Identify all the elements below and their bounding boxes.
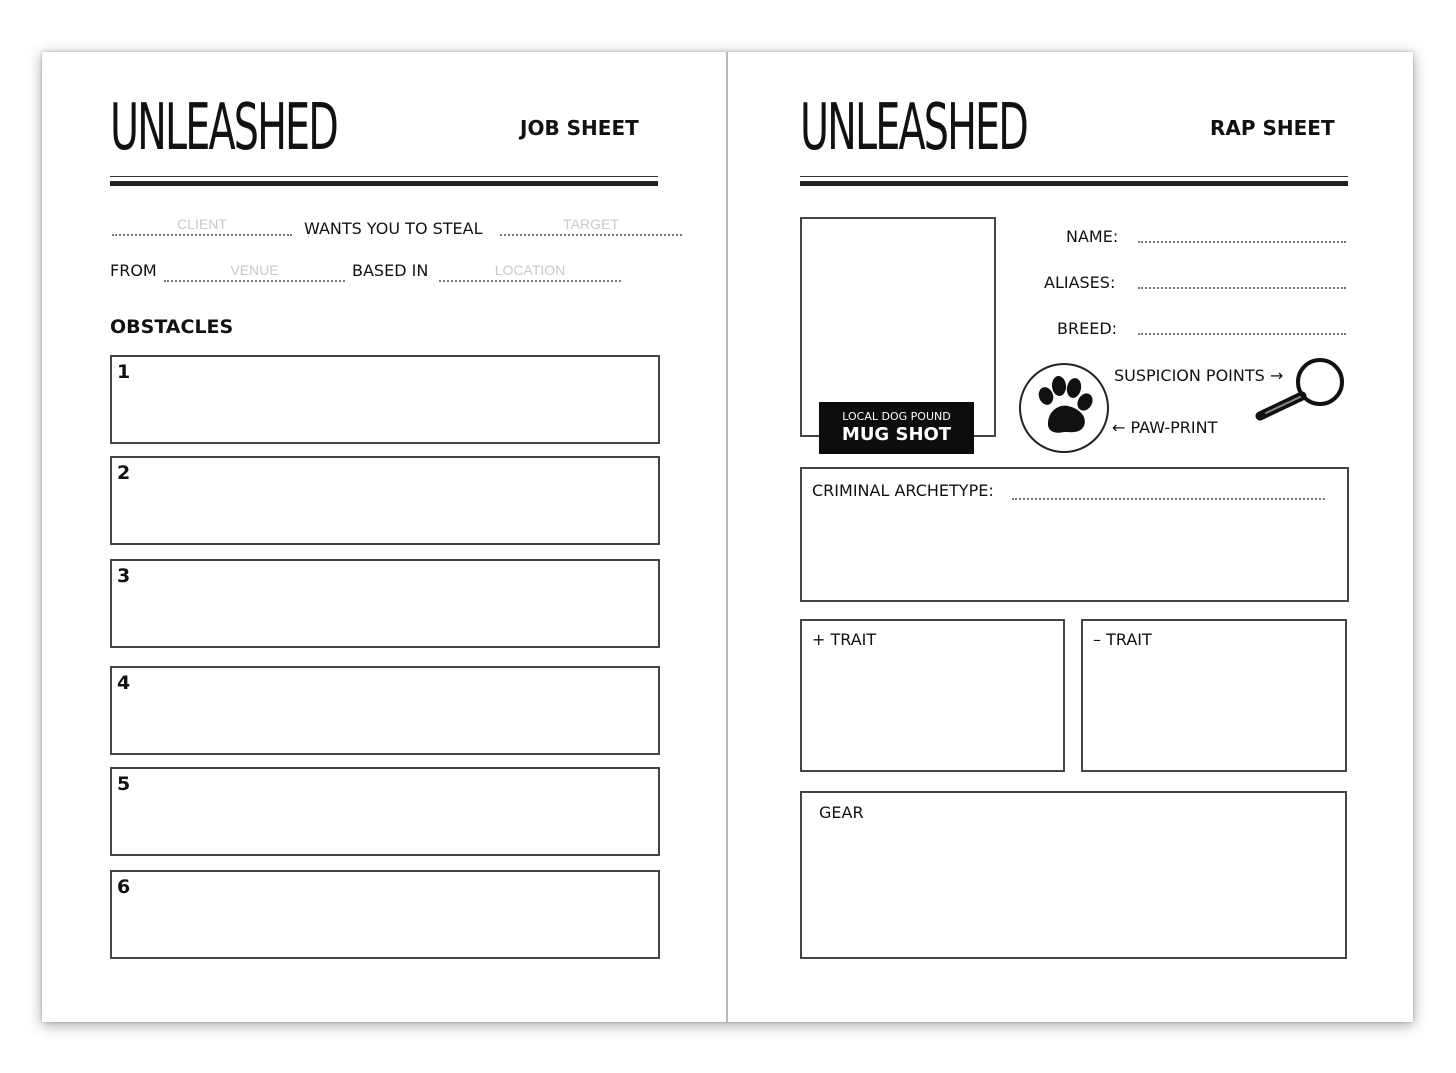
- rap-sheet-title: RAP SHEET: [1210, 116, 1335, 140]
- obstacle-number: 1: [117, 361, 131, 383]
- criminal-archetype-label: CRIMINAL ARCHETYPE:: [812, 481, 994, 500]
- wants-label: WANTS YOU TO STEAL: [304, 219, 483, 238]
- obstacle-box[interactable]: [110, 870, 660, 959]
- right-header-rule-thin: [800, 176, 1348, 177]
- from-label: FROM: [110, 261, 157, 280]
- obstacle-box[interactable]: [110, 456, 660, 545]
- gear-label: GEAR: [819, 803, 864, 822]
- obstacle-number: 6: [117, 876, 131, 898]
- plus-trait-label: + TRAIT: [812, 630, 877, 649]
- magnifying-glass-icon: [1252, 356, 1348, 424]
- left-header-rule-thin: [110, 176, 658, 177]
- based-in-label: BASED IN: [352, 261, 429, 280]
- page-spine: [726, 52, 728, 1022]
- aliases-label: ALIASES:: [1044, 273, 1116, 292]
- name-field[interactable]: [1138, 229, 1346, 243]
- obstacle-number: 4: [117, 672, 131, 694]
- obstacle-number: 5: [117, 773, 131, 795]
- gear-box[interactable]: [800, 791, 1347, 959]
- name-label: NAME:: [1066, 227, 1119, 246]
- criminal-archetype-field[interactable]: [1012, 486, 1325, 500]
- target-hint: TARGET: [563, 216, 619, 232]
- left-header-rule-thick: [110, 181, 658, 186]
- right-header-rule-thick: [800, 181, 1348, 186]
- breed-field[interactable]: [1138, 321, 1346, 335]
- right-logo: UNLEASHED: [800, 91, 1027, 165]
- aliases-field[interactable]: [1138, 275, 1346, 289]
- obstacle-box[interactable]: [110, 767, 660, 856]
- client-hint: CLIENT: [177, 216, 227, 232]
- job-sheet-title: JOB SHEET: [520, 116, 639, 140]
- suspicion-points-label: SUSPICION POINTS →: [1114, 366, 1284, 385]
- venue-hint: VENUE: [230, 262, 279, 278]
- obstacle-number: 3: [117, 565, 131, 587]
- paw-print-label: ← PAW-PRINT: [1112, 418, 1218, 437]
- breed-label: BREED:: [1057, 319, 1118, 338]
- mug-shot-big-label: MUG SHOT: [841, 424, 952, 445]
- obstacle-box[interactable]: [110, 559, 660, 648]
- obstacle-number: 2: [117, 462, 131, 484]
- left-logo: UNLEASHED: [110, 91, 337, 165]
- mug-shot-small-label: LOCAL DOG POUND: [842, 410, 951, 423]
- obstacles-heading: OBSTACLES: [110, 316, 234, 338]
- obstacle-box[interactable]: [110, 666, 660, 755]
- paw-print-icon: [1018, 362, 1110, 454]
- minus-trait-label: – TRAIT: [1093, 630, 1152, 649]
- location-hint: LOCATION: [494, 262, 566, 278]
- mug-shot-tag: [819, 402, 974, 454]
- obstacle-box[interactable]: [110, 355, 660, 444]
